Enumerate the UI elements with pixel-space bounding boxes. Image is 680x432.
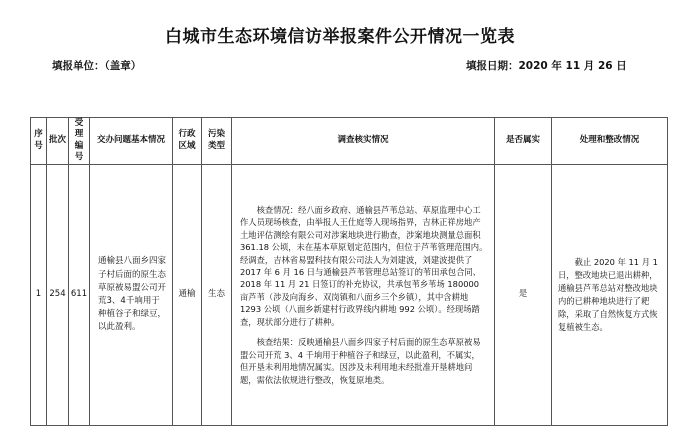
header-receipt-no: 受理编号 xyxy=(69,118,90,165)
case-table xyxy=(30,117,668,426)
table-header-row xyxy=(31,118,668,165)
header-seq: 序号 xyxy=(31,118,47,165)
header-issue: 交办问题基本情况 xyxy=(90,118,173,165)
page-title: 白城市生态环境信访举报案件公开情况一览表 xyxy=(165,27,515,47)
cell-issue: 通榆县八面乡四家子村后面的原生态草原被易盟公司开荒3、4千垧用于种植谷子和绿豆，以此盈利。 xyxy=(90,164,173,425)
header-verified: 是否属实 xyxy=(495,118,552,165)
investigation-findings: 核查情况：经八面乡政府、通榆县芦苇总站、草原监理中心工作人员现场核查，由举报人王仕庭等人现场指界，吉林正祥房地产土地评估测绘有限公司对涉案地块进行勘查，涉案地块测量总面积 361.18 公顷，未在基本草原划定范围内，但位于芦苇管理范围内。经调查，吉林省易盟科技有限公司法人为刘建波，刘建波提供了 2017 年 6 月 16 日与通榆县芦苇管理总站签订的苇田承包合同、2018 年 11 月 21 日签订的补充协议，共承包苇乡苇场 180000 亩芦苇（涉及向海乡、双岗镇和八面乡三个乡镇），其中含耕地 1293 公顷（八面乡新建村行政界线内耕地 992 公顷）。经现场踏查，现状部分进行了耕种。 xyxy=(240,204,488,327)
cell-seq: 1 xyxy=(31,164,47,425)
header-investigation: 调查核实情况 xyxy=(232,118,495,165)
investigation-conclusion: 核查结果：反映通榆县八面乡四家子村后面的原生态草原被易盟公司开荒 3、4 千垧用于种植谷子和绿豆，以此盈利，不属实，但开垦未利用地情况属实。因涉及未利用地未经批准开垦耕地问题，需依法依规进行整改，恢复原地类。 xyxy=(240,337,481,385)
cell-admin-area: 通榆 xyxy=(173,164,202,425)
header-admin-area: 行政区域 xyxy=(173,118,202,165)
reporting-date: 填报日期：2020 年 11 月 26 日 xyxy=(466,60,627,72)
reporting-unit: 填报单位：（盖章） xyxy=(52,60,142,72)
cell-investigation xyxy=(232,164,495,425)
cell-result: 截止 2020 年 11 月 1 日，整改地块已退出耕种，通榆县芦苇总站对整改地块内的已耕种地块进行了耙除，采取了自然恢复方式恢复植被生态。 xyxy=(552,164,668,425)
cell-pollution-type: 生态 xyxy=(202,164,232,425)
header-pollution-type: 污染类型 xyxy=(202,118,232,165)
cell-verified: 是 xyxy=(495,164,552,425)
header-result: 处理和整改情况 xyxy=(552,118,668,165)
table-row xyxy=(31,164,668,425)
cell-receipt-no: 611 xyxy=(69,164,90,425)
cell-batch: 254 xyxy=(47,164,69,425)
header-batch: 批次 xyxy=(47,118,69,165)
